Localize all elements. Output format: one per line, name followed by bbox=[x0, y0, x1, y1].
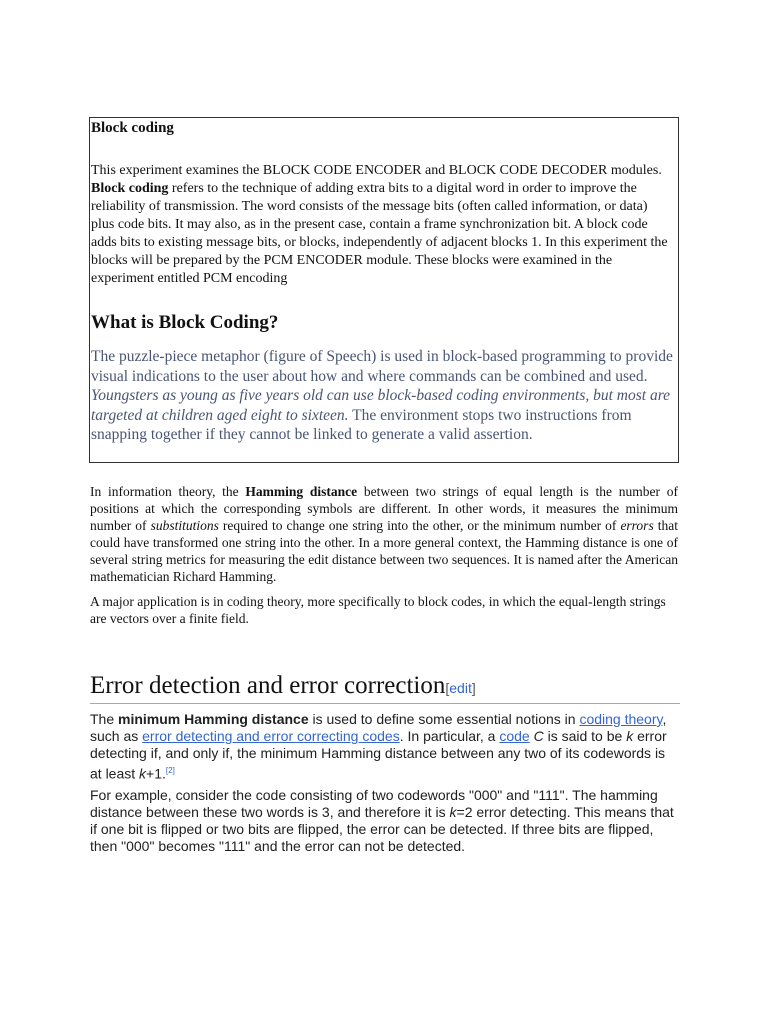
text-run: required to change one string into the other, or the minimum number of bbox=[218, 518, 621, 533]
section-paragraph-1 bbox=[90, 711, 680, 783]
hamming-paragraph-2: A major application is in coding theory, more specifically to block codes, in which the equal-length strings are vectors over a finite field. bbox=[90, 594, 666, 626]
box-paragraph bbox=[91, 162, 671, 288]
text-run: refers to the technique of adding extra bits to a digital word in order to improve the reliability of transmission. The word consists of the message bits (often called information, or data) plus code bits. It may also, as in the present case, contain a frame synchronization bit. A block code adds bits to existing message bits, or blocks, independently of adjacent blocks 1. In this experiment the blocks will be prepared by the PCM ENCODER module. These blocks were examined in the experiment entitled PCM encoding bbox=[91, 181, 668, 286]
block-coding-box bbox=[89, 117, 679, 463]
text-run: For example, consider the code consisting of two codewords "000" and "111". The hamming distance between these two words is 3, and therefore it is bbox=[90, 787, 658, 820]
text-run: is said to be bbox=[543, 728, 627, 744]
text-run: The environment stops two instructions from snapping together if they cannot be linked to generate a valid assertion. bbox=[91, 406, 632, 443]
text-run: error detecting if, and only if, the minimum Hamming distance between any two of its codewords is at least bbox=[90, 728, 667, 782]
text-run: In information theory, the bbox=[90, 484, 246, 499]
text-run: , such as bbox=[90, 711, 667, 744]
box-title: Block coding bbox=[91, 120, 174, 136]
italic-term: k bbox=[626, 728, 634, 744]
text-run: between two strings of equal length is the number of positions at which the corresponding symbols are different. In other words, it measures the minimum number of bbox=[90, 484, 678, 533]
error-codes-link[interactable]: error detecting and error correcting codes bbox=[142, 728, 400, 744]
code-link[interactable]: code bbox=[499, 728, 530, 744]
box-quote-paragraph bbox=[91, 347, 673, 445]
italic-term: k bbox=[139, 765, 147, 782]
italic-term: C bbox=[533, 728, 544, 744]
text-run: This experiment examines the BLOCK CODE ENCODER and BLOCK CODE DECODER modules. bbox=[91, 163, 662, 178]
text-run: that could have transformed one string into the other. In a more general context, the Hamming distance is one of several string metrics for measuring the edit distance between two sequences. It is named after the American mathematician Richard Hamming. bbox=[90, 518, 679, 584]
text-run: +1. bbox=[146, 765, 166, 782]
text-run: The puzzle-piece metaphor (figure of Speech) is used in block-based programming to provide visual indications to the user about how and where commands can be combined and used. bbox=[91, 348, 673, 385]
text-run: is used to define some essential notions in bbox=[308, 711, 580, 727]
text-run: =2 error detecting. This means that if one bit is flipped or two bits are flipped, the error can be detected. If three bits are flipped, then "000" becomes "111" and the error can not be detected. bbox=[90, 804, 674, 854]
italic-text: Youngsters as young as five years old can use block-based coding environments, but most are targeted at children aged eight to sixteen. bbox=[91, 387, 671, 424]
edit-bracket-open: [ bbox=[445, 680, 450, 696]
section-heading-text: Error detection and error correction bbox=[90, 672, 446, 699]
reference-link[interactable]: [2] bbox=[165, 766, 175, 775]
bold-term: Hamming distance bbox=[245, 484, 358, 499]
bold-term: Block coding bbox=[91, 181, 169, 196]
edit-link[interactable]: edit bbox=[449, 680, 472, 696]
edit-bracket-close: ] bbox=[471, 680, 476, 696]
section-heading bbox=[90, 672, 680, 704]
italic-term: errors bbox=[620, 518, 654, 533]
text-run: The bbox=[90, 711, 119, 727]
coding-theory-link[interactable]: coding theory bbox=[579, 711, 663, 727]
hamming-paragraph-1 bbox=[90, 483, 678, 585]
section-paragraph-2 bbox=[90, 787, 680, 855]
box-subheading: What is Block Coding? bbox=[91, 312, 279, 333]
italic-term: k bbox=[449, 804, 457, 820]
italic-term: substitutions bbox=[150, 518, 219, 533]
text-run: . In particular, a bbox=[399, 728, 500, 744]
bold-term: minimum Hamming distance bbox=[118, 711, 309, 727]
